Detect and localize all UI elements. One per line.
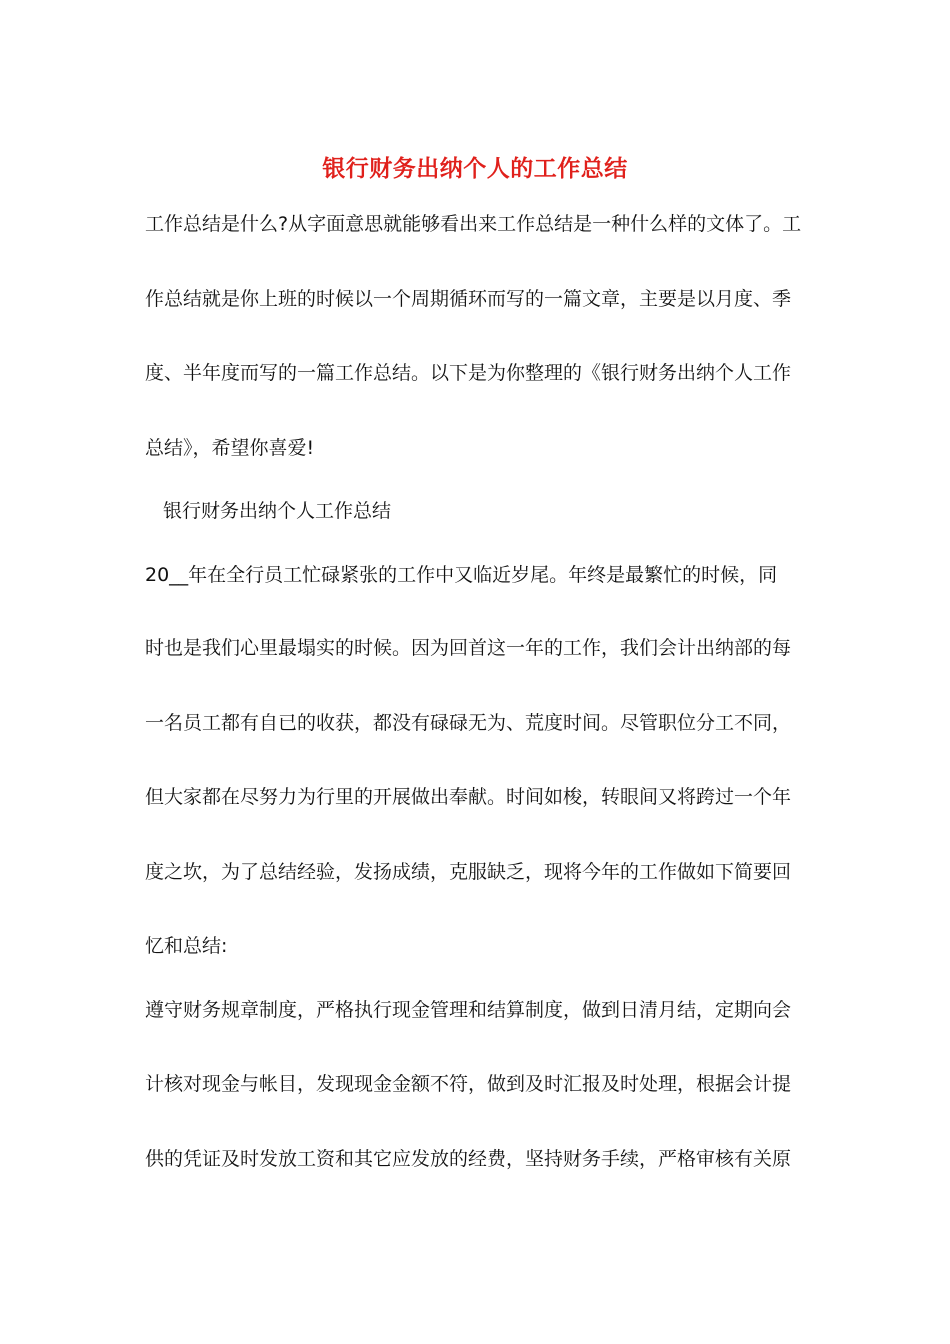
body-line: 总结》，希望你喜爱! [145, 437, 315, 459]
body-line: 工作总结是什么?从字面意思就能够看出来工作总结是一种什么样的文体了。工 [145, 213, 802, 235]
document-title: 银行财务出纳个人的工作总结 [322, 155, 628, 182]
body-line: 但大家都在尽努力为行里的开展做出奉献。时间如梭，转眼间又将跨过一个年 [145, 786, 792, 808]
body-line: 计核对现金与帐目，发现现金金额不符，做到及时汇报及时处理，根据会计提 [145, 1073, 792, 1095]
body-line: 作总结就是你上班的时候以一个周期循环而写的一篇文章，主要是以月度、季 [145, 288, 792, 310]
body-line: 一名员工都有自已的收获，都没有碌碌无为、荒度时间。尽管职位分工不同， [145, 712, 792, 734]
body-line: 供的凭证及时发放工资和其它应发放的经费，坚持财务手续，严格审核有关原 [145, 1148, 792, 1170]
body-line: 度之坎，为了总结经验，发扬成绩，克服缺乏，现将今年的工作做如下简要回 [145, 861, 792, 883]
section-heading: 银行财务出纳个人工作总结 [163, 500, 392, 522]
body-line: 时也是我们心里最塌实的时候。因为回首这一年的工作，我们会计出纳部的每 [145, 637, 792, 659]
body-line: 20__年在全行员工忙碌紧张的工作中又临近岁尾。年终是最繁忙的时候，同 [145, 564, 778, 586]
body-line: 度、半年度而写的一篇工作总结。以下是为你整理的《银行财务出纳个人工作 [145, 362, 792, 384]
body-line: 遵守财务规章制度，严格执行现金管理和结算制度，做到日清月结，定期向会 [145, 999, 792, 1021]
body-line: 忆和总结: [145, 935, 228, 957]
